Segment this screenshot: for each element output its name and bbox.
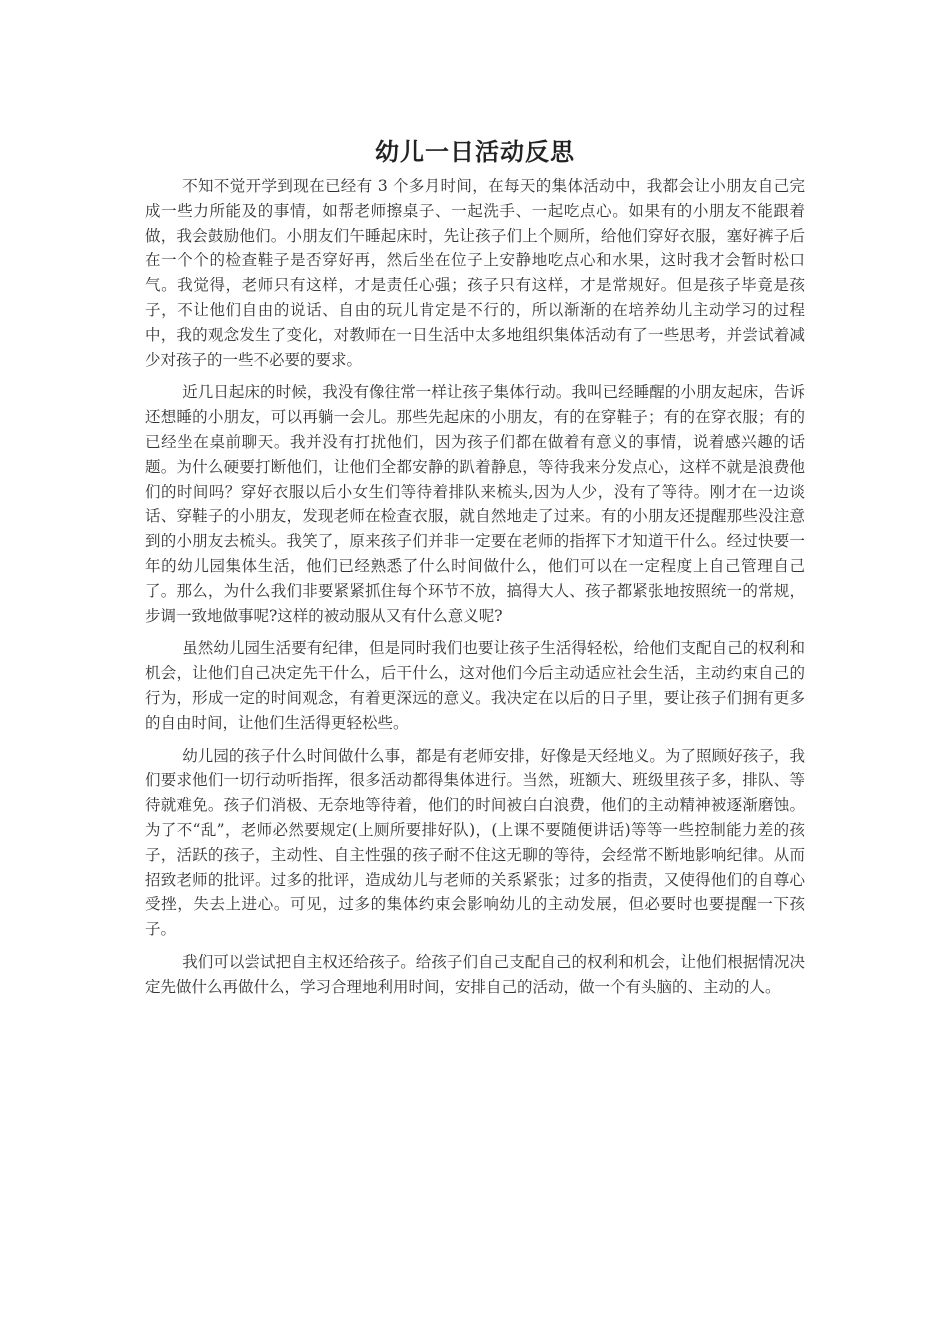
paragraph-4: 幼儿园的孩子什么时间做什么事，都是有老师安排，好像是天经地义。为了照顾好孩子，我们要求他们一切行动听指挥，很多活动都得集体进行。当然，班额大、班级里孩子多，排队、等待就难免。孩子们消极、无奈地等待着，他们的时间被白白浪费，他们的主动精神被逐渐磨蚀。为了不“乱”，老师必然要规定(上厕所要排好队)，(上课不要随便讲话)等等一些控制能力差的孩子，活跃的孩子，主动性、自主性强的孩子耐不住这无聊的等待，会经常不断地影响纪律。从而招致老师的批评。过多的批评，造成幼儿与老师的关系紧张；过多的指责，又使得他们的自尊心受挫，失去上进心。可见，过多的集体约束会影响幼儿的主动发展，但必要时也要提醒一下孩子。 — [145, 746, 805, 939]
paragraph-2: 近几日起床的时候，我没有像往常一样让孩子集体行动。我叫已经睡醒的小朋友起床，告诉还想睡的小朋友，可以再躺一会儿。那些先起床的小朋友，有的在穿鞋子；有的在穿衣服；有的已经坐在桌前聊天。我并没有打扰他们，因为孩子们都在做着有意义的事情，说着感兴趣的话题。为什么硬要打断他们，让他们全都安静的趴着静息，等待我来分发点心，这样不就是浪费他们的时间吗？穿好衣服以后小女生们等待着排队来梳头,因为人少，没有了等待。刚才在一边谈话、穿鞋子的小朋友，发现老师在检查衣服，就自然地走了过来。有的小朋友还提醒那些没注意到的小朋友去梳头。我笑了，原来孩子们并非一定要在老师的指挥下才知道干什么。经过快要一年的幼儿园集体生活，他们已经熟悉了什么时间做什么，他们可以在一定程度上自己管理自己了。那么，为什么我们非要紧紧抓住每个环节不放，搞得大人、孩子都紧张地按照统一的常规，步调一致地做事呢?这样的被动服从又有什么意义呢? — [145, 383, 805, 625]
paragraph-3: 虽然幼儿园生活要有纪律，但是同时我们也要让孩子生活得轻松，给他们支配自己的权利和机会，让他们自己决定先干什么，后干什么，这对他们今后主动适应社会生活，主动约束自己的行为，形成一定的时间观念，有着更深远的意义。我决定在以后的日子里，要让孩子们拥有更多的自由时间，让他们生活得更轻松些。 — [145, 639, 805, 732]
document-title: 幼儿一日活动反思 — [375, 138, 575, 166]
paragraph-5: 我们可以尝试把自主权还给孩子。给孩子们自己支配自己的权利和机会，让他们根据情况决定先做什么再做什么，学习合理地利用时间，安排自己的活动，做一个有头脑的、主动的人。 — [145, 952, 805, 996]
document-body — [145, 136, 805, 1008]
paragraph-1: 不知不觉开学到现在已经有 3 个多月时间，在每天的集体活动中，我都会让小朋友自己完成一些力所能及的事情，如帮老师擦桌子、一起洗手、一起吃点心。如果有的小朋友不能跟着做，我会鼓励他们。小朋友们午睡起床时，先让孩子们上个厕所，给他们穿好衣服，塞好裤子后在一个个的检查鞋子是否穿好再，然后坐在位子上安静地吃点心和水果，这时我才会暂时松口气。我觉得，老师只有这样，才是责任心强；孩子只有这样，才是常规好。但是孩子毕竟是孩子，不让他们自由的说话、自由的玩儿肯定是不行的，所以渐渐的在培养幼儿主动学习的过程中，我的观念发生了变化，对教师在一日生活中太多地组织集体活动有了一些思考，并尝试着减少对孩子的一些不必要的要求。 — [145, 177, 805, 369]
